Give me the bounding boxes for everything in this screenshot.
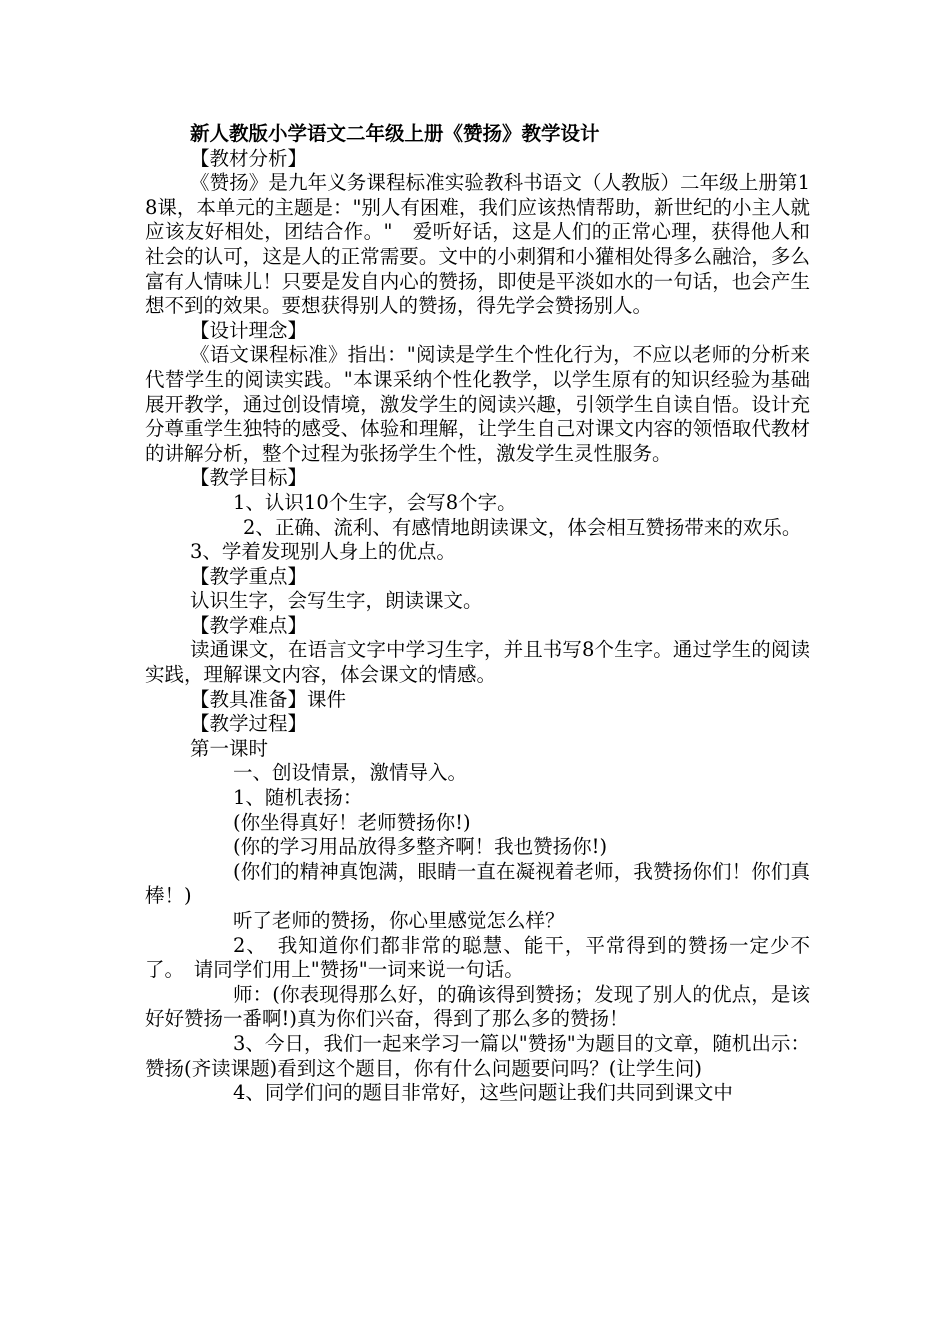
section-preparation: 【教具准备】课件: [190, 687, 347, 711]
process-item-2: 2、 我知道你们都非常的聪慧、能干，平常得到的赞扬一定少不了。 请同学们用上"赞扬"一词来说一句话。: [145, 933, 810, 982]
design-concept-body: 《语文课程标准》指出："阅读是学生个性化行为，不应以老师的分析来代替学生的阅读实践。"本课采纳个性化教学，以学生原有的知识经验为基础展开教学，通过创设情境，激发学生的阅读兴趣，引领学生自读自悟。设计充分尊重学生独特的感受、体验和理解，让学生自己对课文内容的领悟取代教材的讲解分析，整个过程为张扬学生个性，激发学生灵性服务。: [145, 343, 810, 465]
section-heading-design-concept: 【设计理念】: [190, 318, 308, 342]
difficulties-body: 读通课文，在语言文字中学习生字，并且书写8个生字。通过学生的阅读实践，理解课文内容，体会课文的情感。: [145, 638, 810, 687]
process-praise-3: (你们的精神真饱满，眼睛一直在凝视着老师，我赞扬你们！你们真棒！): [145, 859, 810, 908]
process-step-1: 一、创设情景，激情导入。: [233, 761, 468, 785]
process-item-3: 3、今日，我们一起来学习一篇以"赞扬"为题目的文章，随机出示：赞扬(齐读课题)看到这个题目，你有什么问题要问吗？(让学生问): [145, 1031, 810, 1080]
process-question: 听了老师的赞扬，你心里感觉怎么样？: [233, 909, 565, 932]
process-praise-1: (你坐得真好！老师赞扬你!): [233, 810, 471, 834]
process-lesson-label: 第一课时: [190, 736, 269, 760]
process-item-1: 1、随机表扬：: [233, 786, 363, 810]
section-heading-material-analysis: 【教材分析】: [190, 146, 308, 170]
section-heading-process: 【教学过程】: [190, 712, 308, 736]
section-heading-difficulties: 【教学难点】: [190, 613, 308, 637]
key-points-body: 认识生字，会写生字，朗读课文。: [190, 589, 483, 613]
material-analysis-body: 《赞扬》是九年义务课程标准实验教科书语文（人教版）二年级上册第18课，本单元的主题是："别人有困难，我们应该热情帮助，新世纪的小主人就应该友好相处，团结合作。" 爱听好话，这是人们的正常心理，获得他人和社会的认可，这是人的正常需要。文中的小刺猬和小獾相处得多么融洽，多么富有人情味儿！只要是发自内心的赞扬，即使是平淡如水的一句话，也会产生想不到的效果。要想获得别人的赞扬，得先学会赞扬别人。: [145, 171, 810, 318]
teaching-goal-1: 1、认识10个生字，会写8个字。: [233, 490, 517, 514]
process-praise-2: (你的学习用品放得多整齐啊！我也赞扬你!): [233, 835, 608, 859]
process-teacher-remark: 师：(你表现得那么好，的确该得到赞扬；发现了别人的优点，是该好好赞扬一番啊!)真为你们兴奋，得到了那么多的赞扬！: [145, 982, 810, 1031]
document-title: 新人教版小学语文二年级上册《赞扬》教学设计: [190, 122, 600, 145]
document-page: [145, 122, 810, 1106]
section-heading-teaching-goals: 【教学目标】: [190, 466, 308, 490]
teaching-goal-2: 2、正确、流利、有感情地朗读课文，体会相互赞扬带来的欢乐。: [243, 515, 802, 539]
teaching-goal-3: 3、学着发现别人身上的优点。: [190, 540, 456, 564]
section-heading-key-points: 【教学重点】: [190, 564, 308, 588]
process-item-4: 4、同学们问的题目非常好，这些问题让我们共同到课文中: [233, 1081, 733, 1105]
